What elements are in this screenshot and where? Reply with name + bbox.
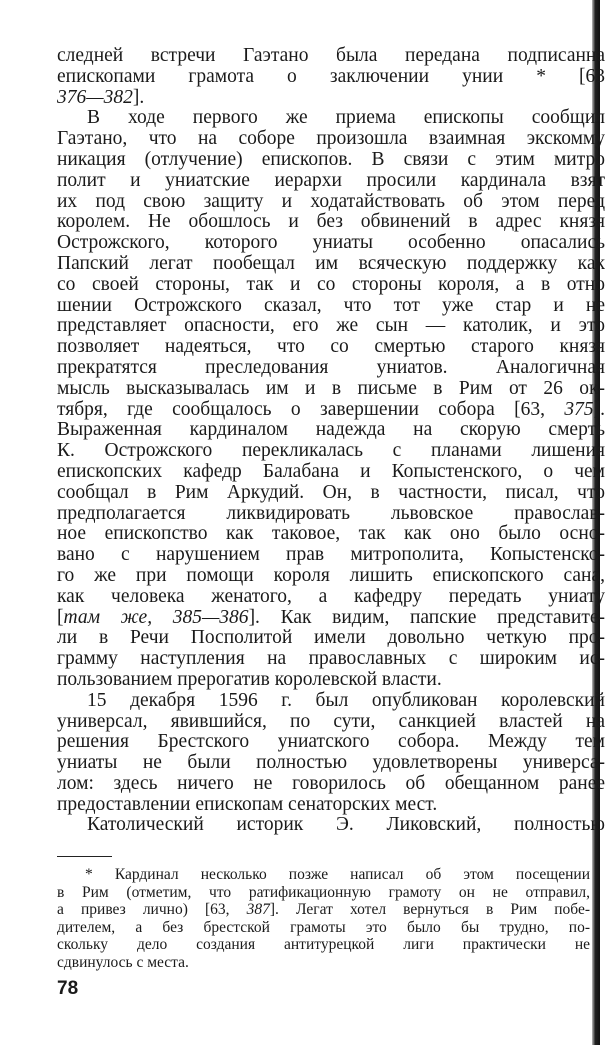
text-line — [57, 462, 605, 483]
text-line — [57, 483, 605, 504]
text-line — [57, 649, 605, 670]
text-segment: сдвинулось с места. — [57, 953, 189, 971]
text-segment: епископами грамота о заключении унии * [63 — [57, 65, 605, 87]
text-line — [57, 400, 605, 421]
text-segment: ное епископство как таковое, так как оно было осно- — [57, 523, 605, 545]
text-segment: сообщал в Рим Аркудий. Он, в частности, писал, что — [57, 481, 605, 503]
text-line — [57, 587, 605, 608]
text-segment: Католический историк Э. Ликовский, полностью — [87, 814, 605, 836]
footnote-separator — [57, 856, 112, 857]
text-line — [57, 233, 605, 254]
text-line — [57, 358, 605, 379]
text-line — [57, 192, 605, 213]
text-segment: их под свою защиту и ходатайствовать об этом перед — [57, 190, 605, 212]
text-line — [57, 316, 605, 337]
text-line — [57, 608, 605, 629]
text-line — [57, 670, 605, 691]
text-segment: грамму наступления на православных с широким ис- — [57, 648, 605, 670]
footnote-line — [57, 901, 590, 919]
text-line — [57, 795, 605, 816]
text-segment: в Рим (отметим, что ратификационную грамоту он не отправил, — [57, 883, 590, 901]
text-line — [57, 815, 605, 836]
main-text — [57, 46, 605, 836]
text-segment: епископских кафедр Балабана и Копыстенского, о чем — [57, 460, 605, 482]
text-line — [57, 753, 605, 774]
text-line — [57, 67, 605, 88]
text-segment: ли в Речи Посполитой имели довольно четкую про- — [57, 627, 605, 649]
text-segment: униаты не были полностью удовлетворены универса- — [57, 752, 605, 774]
text-segment: ]. Легат хотел вернуться в Рим побе- — [269, 901, 590, 919]
text-line — [57, 275, 605, 296]
footnote-line — [57, 936, 590, 954]
text-line — [57, 420, 605, 441]
text-segment: а привез лично) [63, — [57, 901, 247, 919]
text-line — [57, 774, 605, 795]
text-line — [57, 129, 605, 150]
text-line — [57, 150, 605, 171]
text-segment: предоставлении епископам сенаторских мест. — [57, 793, 438, 815]
text-line — [57, 108, 605, 129]
text-segment: вано с нарушением прав митрополита, Копыстенско- — [57, 544, 605, 566]
text-segment: дителем, а без брестской грамоты это было бы трудно, по- — [57, 918, 590, 936]
text-line — [57, 732, 605, 753]
text-segment: предполагается ликвидировать львовское православ- — [57, 502, 605, 524]
text-segment: Выраженная кардиналом надежда на скорую смерть — [57, 419, 605, 441]
text-segment: ]. Как видим, папские представите- — [248, 606, 605, 628]
text-segment: тября, где сообщалось о завершении собора [63, — [57, 398, 565, 420]
text-segment: следней встречи Гаэтано была передана подписанна — [57, 45, 605, 66]
text-line — [57, 691, 605, 712]
footnote-line — [57, 954, 590, 972]
text-line — [57, 504, 605, 525]
text-segment: Острожского, которого униаты особенно опасались — [57, 232, 605, 254]
footnote-line — [57, 884, 590, 902]
text-segment: как человека женатого, а кафедру передать униату — [57, 585, 605, 607]
text-segment: * Кардинал несколько позже написал об этом посещении — [85, 866, 590, 883]
text-segment: Папский легат пообещал им всяческую поддержку как — [57, 252, 605, 274]
text-segment: никация (отлучение) епископов. В связи с этим митро — [57, 148, 605, 170]
text-line — [57, 628, 605, 649]
page-number: 78 — [57, 978, 79, 999]
text-segment: скольку дело создания антитурецкой лиги практически не — [57, 936, 590, 954]
text-segment: ]. — [132, 86, 145, 108]
text-line — [57, 712, 605, 733]
text-line — [57, 566, 605, 587]
text-segment: полит и униатские иерархи просили кардинала взят — [57, 169, 605, 191]
text-segment: решения Брестского униатского собора. Между тем — [57, 731, 605, 753]
footnote-line — [57, 866, 590, 884]
citation-italic: там же, 385—386 — [63, 606, 249, 628]
text-line — [57, 545, 605, 566]
text-line — [57, 337, 605, 358]
text-line — [57, 296, 605, 317]
text-segment: В ходе первого же приема епископы сообщил — [87, 107, 605, 129]
text-segment: ]. — [593, 398, 605, 420]
text-segment: Гаэтано, что на соборе произошла взаимная экскомму — [57, 128, 605, 150]
footnote-line — [57, 919, 590, 937]
text-segment: представляет опасности, его же сын — католик, и это — [57, 315, 605, 337]
text-line — [57, 254, 605, 275]
footnote — [57, 866, 590, 972]
text-line — [57, 46, 605, 67]
text-segment: прекратятся преследования униатов. Аналогичная — [57, 356, 605, 378]
text-line — [57, 441, 605, 462]
text-segment: пользованием прерогатив королевской власти. — [57, 668, 442, 690]
text-line — [57, 88, 605, 109]
text-line — [57, 379, 605, 400]
citation-italic: 387 — [246, 901, 270, 919]
citation-italic: 375 — [564, 398, 594, 420]
text-segment: универсал, явившийся, по сути, санкцией властей на — [57, 710, 605, 732]
text-segment: позволяет надеяться, что со смертью старого князя — [57, 336, 605, 358]
text-segment: го же при помощи короля лишить епископского сана, — [57, 564, 605, 586]
text-segment: [ — [57, 606, 64, 628]
text-segment: лом: здесь ничего не говорилось об обещанном ранее — [57, 772, 605, 794]
text-segment: шении Острожского сказал, что тот уже стар и не — [57, 294, 605, 316]
text-segment: К. Острожского перекликалась с планами лишения — [57, 440, 605, 462]
text-segment: 15 декабря 1596 г. был опубликован королевский — [87, 689, 605, 711]
citation-italic: 376—382 — [57, 86, 133, 108]
text-line — [57, 212, 605, 233]
text-segment: королем. Не обошлось и без обвинений в адрес князя — [57, 211, 605, 233]
text-segment: мысль высказывалась им и в письме в Рим от 26 ок- — [57, 377, 605, 399]
text-line — [57, 524, 605, 545]
text-segment: со своей стороны, так и со стороны короля, а в отно — [57, 273, 605, 295]
text-line — [57, 171, 605, 192]
